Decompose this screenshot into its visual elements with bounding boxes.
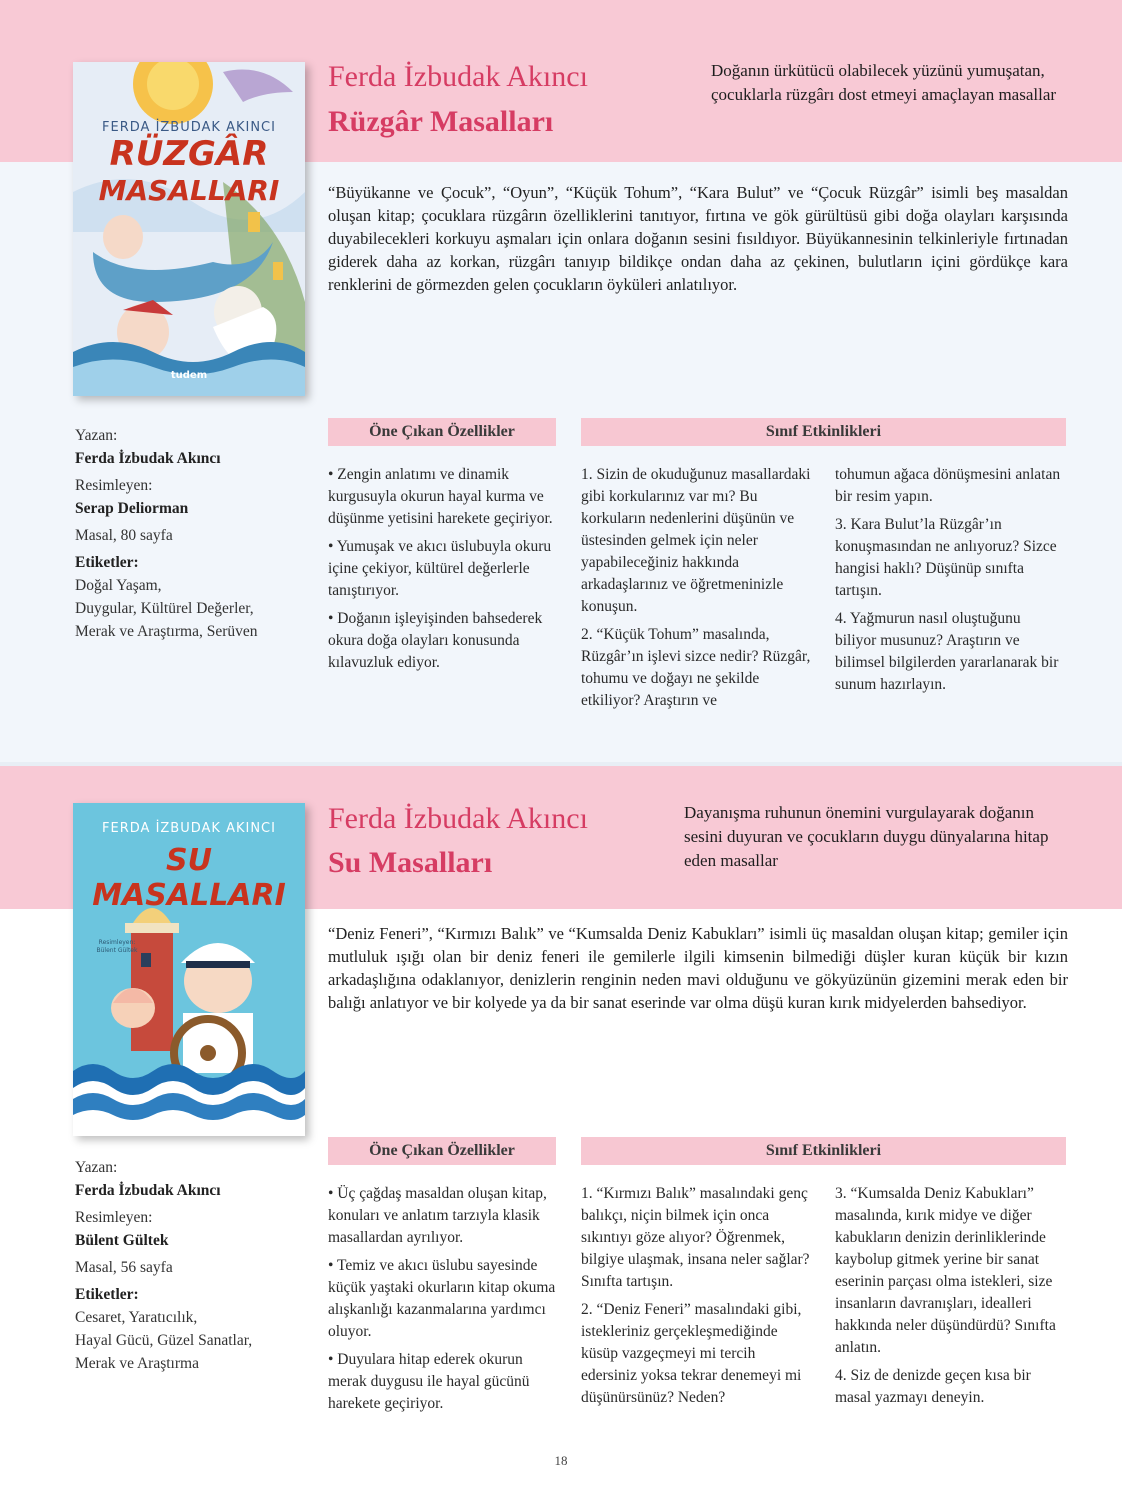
activities-column-1 <box>581 1183 813 1415</box>
cover-author: FERDA İZBUDAK AKINCI <box>102 120 276 135</box>
cover-author: FERDA İZBUDAK AKINCI <box>102 821 276 836</box>
book-cover-ruzgar <box>73 62 305 396</box>
feature-item: • Duyulara hitap ederek okurun merak duygusu ile hayal gücünü harekete geçiriyor. <box>328 1351 530 1412</box>
cover-illustrator-label: Resimleyen: <box>98 939 136 946</box>
etiket-line: Hayal Gücü, Güzel Sanatlar, <box>75 1332 253 1349</box>
publisher-logo: tudem <box>170 370 208 381</box>
format-info: Masal, 56 sayfa <box>75 1259 173 1276</box>
feature-item: • Zengin anlatımı ve dinamik kurgusuyla okurun hayal kurma ve düşünme yetisini harekete geçiriyor. <box>328 466 553 527</box>
book-description: “Deniz Feneri”, “Kırmızı Balık” ve “Kumsalda Deniz Kabukları” isimli üç masaldan oluşan kitap; gemiler için mutluluk ışığı olan bir deniz feneri ile gemilerle ilgili kimsenin bilmediği düşler kuran küçük bir kızın arkadaşlığına odaklanıyor, denizlerin renginin neden mavi olduğunu ve gökyüzünün gizemini merak eden bir balığı anlatıyor ve bir kolyede ya da bir sanat eserinde var olma düşü kuran kırık midyelerden bahsediyor. <box>328 924 1068 1012</box>
book-author-heading: Ferda İzbudak Akıncı <box>328 60 588 93</box>
book-description: “Büyükanne ve Çocuk”, “Oyun”, “Küçük Tohum”, “Kara Bulut” ve “Çocuk Rüzgâr” isimli beş masaldan oluşan kitap; çocuklara rüzgârın özelliklerini tanıtıyor, fırtına ve gök gürültüsü gibi doğa olayları karşısında duyabilecekleri korkuyu aşmaları için onlara doğanın sesini fısıldıyor. Büyükannesinin telkinleriyle fırtınadan giderek daha az korkan, rüzgârı tanıyıp bildikçe ondan daha az çekinen, bulutların içini gördükçe kara renklerini de görmezden gelen çocukların öyküleri anlatılıyor. <box>328 183 1068 294</box>
features-header: Öne Çıkan Özellikler <box>328 1137 556 1165</box>
book-tagline: Doğanın ürkütücü olabilecek yüzünü yumuşatan, çocuklarla rüzgârı dost etmeyi amaçlayan masallar <box>711 61 1057 104</box>
feature-item: • Yumuşak ve akıcı üslubuyla okuru içine çekiyor, kültürel değerlerle tanıştırıyor. <box>328 538 552 599</box>
activity-item: tohumun ağaca dönüşmesini anlatan bir resim yapın. <box>835 466 1061 505</box>
cover-illustrator: Bülent Gültek <box>96 947 138 954</box>
activities-column-2 <box>835 1183 1063 1415</box>
yazan-label: Yazan: <box>75 427 118 444</box>
resimleyen-label: Resimleyen: <box>75 477 153 494</box>
features-list <box>328 464 560 680</box>
activity-item: 3. Kara Bulut’la Rüzgâr’ın konuşmasından ne anlıyoruz? Sizce hangisi haklı? Düşünüp sınıfta tartışın. <box>835 516 1057 599</box>
activity-item: 4. Yağmurun nasıl oluştuğunu biliyor musunuz? Araştırın ve bilimsel bilgilerden yararlanarak bir sunum hazırlayın. <box>835 610 1059 693</box>
etiketler-label: Etiketler: <box>75 1286 139 1303</box>
book-tagline: Dayanışma ruhunun önemini vurgulayarak doğanın sesini duyuran ve çocukların duygu dünyalarına hitap eden masallar <box>684 803 1049 870</box>
activities-column-1 <box>581 464 813 718</box>
book-author-heading: Ferda İzbudak Akıncı <box>328 802 588 835</box>
feature-item: • Doğanın işleyişinden bahsederek okura doğa olayları konusunda kılavuzluk ediyor. <box>328 610 543 671</box>
format-info: Masal, 80 sayfa <box>75 527 173 544</box>
yazan-value: Ferda İzbudak Akıncı <box>75 1182 221 1199</box>
book-section-su <box>0 762 1122 1508</box>
activities-header: Sınıf Etkinlikleri <box>581 1137 1066 1165</box>
activity-item: 2. “Küçük Tohum” masalında, Rüzgâr’ın işlevi sizce nedir? Rüzgâr, tohumu ve doğayı ne şekilde etkiliyor? Araştırın ve <box>581 626 811 709</box>
cover-illustration <box>73 62 305 396</box>
activity-item: 1. Sizin de okuduğunuz masallardaki gibi korkularınız var mı? Bu korkuların nedenlerini düşünün ve üstesinden gelmek için neler yapabileceğiniz hakkında arkadaşlarınız ve öğretmeninizle konuşun. <box>581 466 811 615</box>
activity-item: 3. “Kumsalda Deniz Kabukları” masalında, kırık midye ve diğer kabukların denizin derinliklerinde kaybolup gitmek yerine bir sanat eserinin parçası olma istekleri, size insanların davranışları, idealleri hakkında neler düşündürdü? Sınıfta anlatın. <box>835 1185 1056 1356</box>
activity-item: 1. “Kırmızı Balık” masalındaki genç balıkçı, niçin bilmek için onca sıkıntıyı göze alıyor? Öğrenmek, bilgiye ulaşmak, insana neler sağlar? Sınıfta tartışın. <box>581 1185 810 1290</box>
etiket-line: Cesaret, Yaratıcılık, <box>75 1309 198 1326</box>
feature-item: • Üç çağdaş masaldan oluşan kitap, konuları ve anlatım tarzıyla klasik masallardan ayrılıyor. <box>328 1185 547 1246</box>
etiket-line: Merak ve Araştırma, Serüven <box>75 623 258 640</box>
page-number: 18 <box>554 1453 568 1468</box>
yazan-value: Ferda İzbudak Akıncı <box>75 450 221 467</box>
etiket-line: Duygular, Kültürel Değerler, <box>75 600 254 617</box>
etiket-line: Merak ve Araştırma <box>75 1355 199 1372</box>
activity-item: 4. Siz de denizde geçen kısa bir masal yazmayı deneyin. <box>835 1367 1031 1406</box>
activities-header: Sınıf Etkinlikleri <box>581 418 1066 446</box>
yazan-label: Yazan: <box>75 1159 118 1176</box>
book-meta <box>75 1156 305 1375</box>
resimleyen-label: Resimleyen: <box>75 1209 153 1226</box>
etiket-line: Doğal Yaşam, <box>75 577 162 594</box>
features-header: Öne Çıkan Özellikler <box>328 418 556 446</box>
book-title: Su Masalları <box>328 846 493 879</box>
publisher-logo: tudem <box>170 1121 208 1132</box>
resimleyen-value: Bülent Gültek <box>75 1232 169 1249</box>
cover-title-line1: RÜZGÂR <box>109 134 269 174</box>
book-meta <box>75 424 305 643</box>
features-list <box>328 1183 560 1421</box>
activities-column-2 <box>835 464 1063 702</box>
activity-item: 2. “Deniz Feneri” masalındaki gibi, istekleriniz gerçekleşmediğinde küsüp vazgeçmeyi mi tercih edersiniz yoksa tekrar denemeyi mi düşünürsünüz? Neden? <box>581 1301 802 1406</box>
feature-item: • Temiz ve akıcı üslubu sayesinde küçük yaştaki okurların kitap okuma alışkanlığı kazanmalarına yardımcı oluyor. <box>328 1257 556 1340</box>
cover-title: SU MASALLARI <box>92 843 286 913</box>
etiketler-label: Etiketler: <box>75 554 139 571</box>
book-cover-su <box>73 803 305 1136</box>
cover-title-line2: MASALLARI <box>98 174 280 207</box>
book-title: Rüzgâr Masalları <box>328 105 554 138</box>
resimleyen-value: Serap Deliorman <box>75 500 189 517</box>
